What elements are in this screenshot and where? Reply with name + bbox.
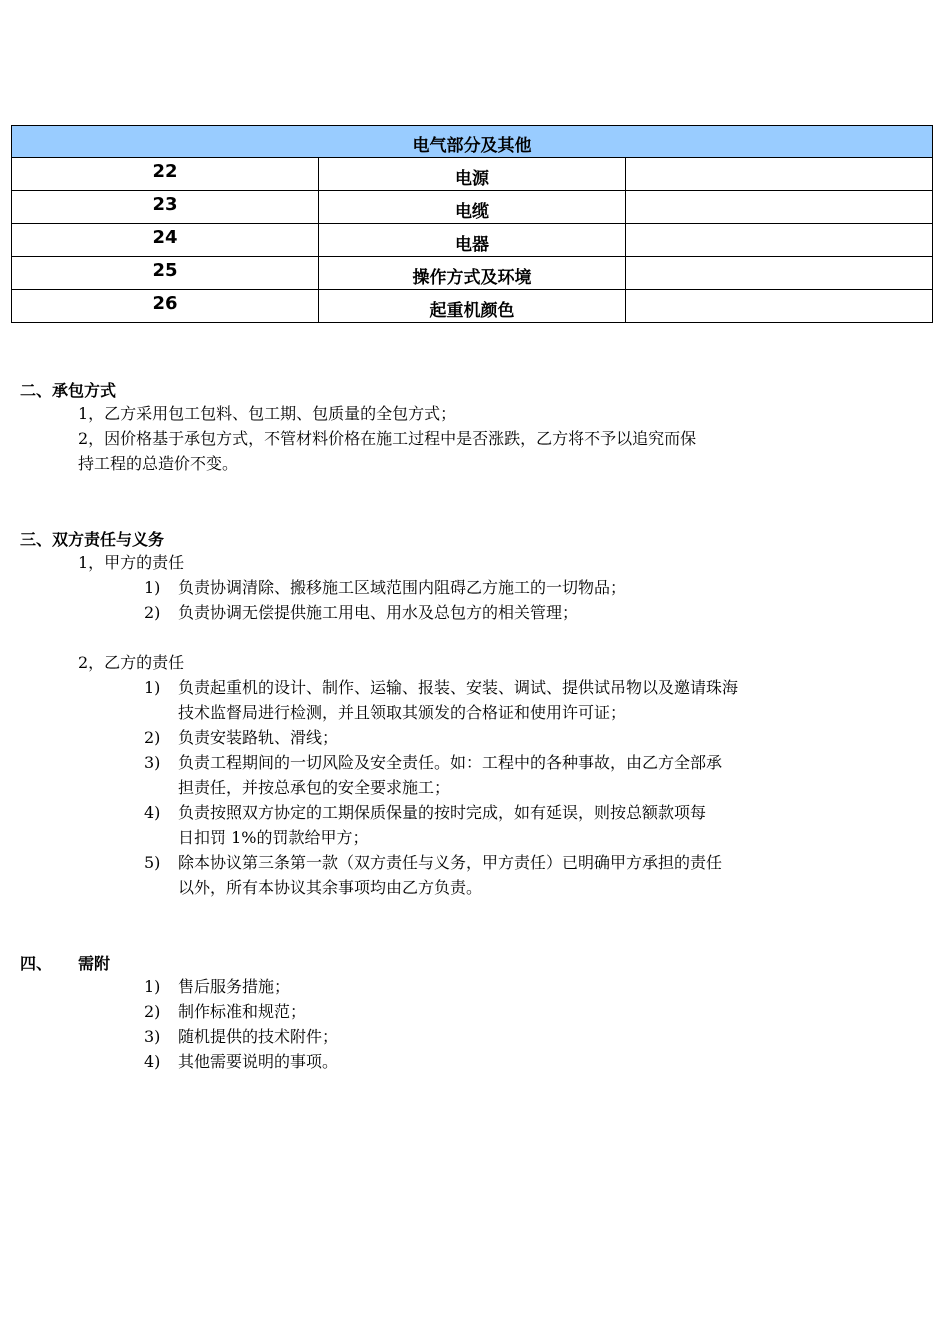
s3-b-item-3-cont: 担责任，并按总承包的安全要求施工； [178, 778, 451, 797]
section-2-title: 二、承包方式 [20, 381, 117, 400]
row-item: 操作方式及环境 [319, 257, 626, 290]
item-number: 4) [144, 1052, 161, 1071]
row-number: 24 [12, 224, 319, 257]
item-number: 5) [144, 853, 161, 872]
item-text: 负责起重机的设计、制作、运输、报装、安装、调试、提供试吊物以及邀请珠海 [178, 678, 739, 697]
item-number: 2) [144, 1002, 161, 1021]
section-4-number: 四、 [20, 954, 53, 973]
item-text: 负责协调清除、搬移施工区域范围内阻碍乙方施工的一切物品； [178, 578, 627, 597]
item-number: 1) [144, 977, 161, 996]
s3-party-b-title: 2，乙方的责任 [78, 653, 185, 672]
row-item: 起重机颜色 [319, 290, 626, 323]
item-text: 售后服务措施； [178, 977, 291, 996]
s4-item-2 [144, 999, 306, 1024]
s3-b-item-1 [144, 675, 738, 700]
s3-a-item-1 [144, 575, 626, 600]
item-text: 负责协调无偿提供施工用电、用水及总包方的相关管理； [178, 603, 579, 622]
table-row [12, 290, 933, 323]
item-number: 3) [144, 1027, 161, 1046]
row-number: 23 [12, 191, 319, 224]
item-text: 随机提供的技术附件； [178, 1027, 339, 1046]
item-text: 负责按照双方协定的工期保质保量的按时完成，如有延误，则按总额款项每 [178, 803, 707, 822]
row-value [626, 224, 933, 257]
item-number: 4) [144, 803, 161, 822]
section-3-title: 三、双方责任与义务 [20, 530, 165, 549]
section-4-title: 需附 [78, 954, 111, 973]
row-value [626, 158, 933, 191]
s2-paragraph-2-line-2: 持工程的总造价不变。 [78, 454, 239, 473]
item-number: 2) [144, 728, 161, 747]
table-header-row [12, 126, 933, 158]
s3-b-item-5-cont: 以外，所有本协议其余事项均由乙方负责。 [178, 878, 483, 897]
row-number: 26 [12, 290, 319, 323]
row-value [626, 191, 933, 224]
s4-item-1 [144, 974, 290, 999]
table-header: 电气部分及其他 [12, 126, 933, 158]
item-text: 负责工程期间的一切风险及安全责任。如：工程中的各种事故，由乙方全部承 [178, 753, 723, 772]
table-row [12, 257, 933, 290]
row-number: 25 [12, 257, 319, 290]
item-text: 除本协议第三条第一款（双方责任与义务，甲方责任）已明确甲方承担的责任 [178, 853, 723, 872]
row-item: 电源 [319, 158, 626, 191]
row-item: 电缆 [319, 191, 626, 224]
row-value [626, 257, 933, 290]
s3-party-a-title: 1，甲方的责任 [78, 553, 185, 572]
item-text: 制作标准和规范； [178, 1002, 307, 1021]
spec-table [11, 125, 933, 323]
s4-item-3 [144, 1024, 338, 1049]
item-text: 其他需要说明的事项。 [178, 1052, 339, 1071]
item-number: 1) [144, 678, 161, 697]
s2-paragraph-1: 1，乙方采用包工包料、包工期、包质量的全包方式； [78, 404, 457, 423]
s3-b-item-4-cont: 日扣罚 1%的罚款给甲方； [178, 828, 369, 847]
s3-b-item-5 [144, 850, 722, 875]
row-value [626, 290, 933, 323]
table-row [12, 191, 933, 224]
row-number: 22 [12, 158, 319, 191]
s3-b-item-4 [144, 800, 706, 825]
item-number: 2) [144, 603, 161, 622]
s4-item-4 [144, 1049, 338, 1074]
s3-b-item-2 [144, 725, 338, 750]
row-item: 电器 [319, 224, 626, 257]
s2-paragraph-2-line-1: 2，因价格基于承包方式，不管材料价格在施工过程中是否涨跌，乙方将不予以追究而保 [78, 429, 697, 448]
s3-b-item-1-cont: 技术监督局进行检测，并且领取其颁发的合格证和使用许可证； [178, 703, 627, 722]
s3-b-item-3 [144, 750, 722, 775]
s3-a-item-2 [144, 600, 578, 625]
item-number: 3) [144, 753, 161, 772]
item-text: 负责安装路轨、滑线； [178, 728, 339, 747]
item-number: 1) [144, 578, 161, 597]
table-row [12, 158, 933, 191]
table-row [12, 224, 933, 257]
